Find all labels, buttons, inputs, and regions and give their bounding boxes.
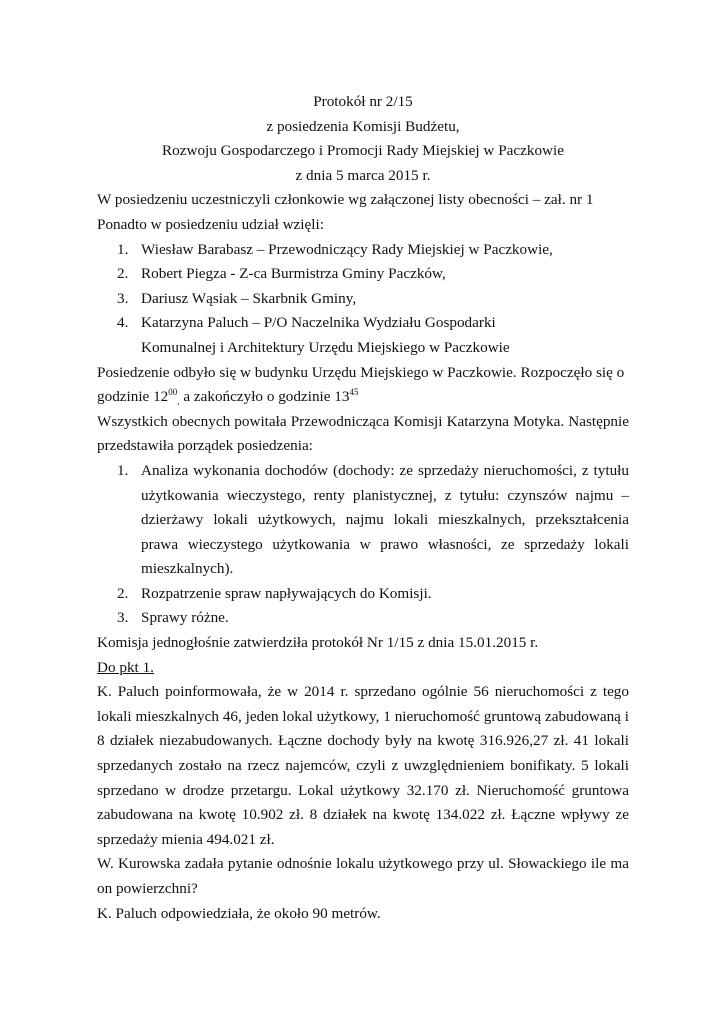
protocol-subtitle-council: Rozwoju Gospodarczego i Promocji Rady Miejskiej w Paczkowie xyxy=(162,142,564,160)
list-number: 1. xyxy=(117,461,129,479)
end-time-minutes: 45 xyxy=(349,387,359,398)
end-time-text: a zakończyło o godzinie 13 xyxy=(179,388,350,406)
list-number: 2. xyxy=(117,265,129,283)
time-line xyxy=(97,385,629,410)
answer-paragraph: K. Paluch odpowiedziała, że około 90 metrów. xyxy=(97,904,381,922)
guests-intro: Ponadto w posiedzeniu udział wzięli: xyxy=(97,215,324,233)
guest-text: Wiesław Barabasz – Przewodniczący Rady Miejskiej w Paczkowie, xyxy=(141,240,553,258)
agenda-text: Analiza wykonania dochodów (dochody: ze sprzedaży nieruchomości, z tytułu użytkowania wieczystego, renty planistycznej, z tytułu: czynszów najmu – dzierżawy lokali użytkowych, najmu lokali mieszkalnych, przekształcenia prawa wieczystego użytkowania w prawo własności, ze sprzedaży lokali mieszkalnych). xyxy=(141,461,629,578)
location-line: Posiedzenie odbyło się w budynku Urzędu Miejskiego w Paczkowie. Rozpoczęło się o xyxy=(97,363,625,381)
protocol-date: z dnia 5 marca 2015 r. xyxy=(295,166,431,184)
agenda-list xyxy=(97,459,629,631)
protocol-subtitle-commission: z posiedzenia Komisji Budżetu, xyxy=(266,117,460,135)
start-time-minutes: 00 xyxy=(168,387,178,398)
list-number: 3. xyxy=(117,609,129,627)
greeting-paragraph: Wszystkich obecnych powitała Przewodnicząca Komisji Katarzyna Motyka. Następnie przedstawiła porządek posiedzenia: xyxy=(97,412,629,455)
document-page xyxy=(97,90,629,926)
list-number: 1. xyxy=(117,240,129,258)
guest-text: Robert Piegza - Z-ca Burmistrza Gminy Paczków, xyxy=(141,265,446,283)
list-item xyxy=(97,606,629,631)
start-time-text: godzinie 12 xyxy=(97,388,169,406)
list-item xyxy=(97,287,629,312)
agenda-text: Sprawy różne. xyxy=(141,609,229,627)
sales-paragraph: K. Paluch poinformowała, że w 2014 r. sprzedano ogólnie 56 nieruchomości z tego lokali mieszkalnych 46, jeden lokal użytkowy, 1 nieruchomość gruntową zabudowaną i 8 działek niezabudowanych. Łączne dochody były na kwotę 316.926,27 zł. 41 lokali sprzedanych zostało na rzecz najemców, czyli z uwzględnieniem bonifikaty. 5 lokali sprzedano w drodze przetargu. Lokal użytkowy 32.170 zł. Nieruchomość gruntowa zabudowana na kwotę 10.902 zł. 8 działek na kwotę 134.022 zł. Łączne wpływy ze sprzedaży mienia 494.021 zł. xyxy=(97,683,629,848)
list-item xyxy=(97,582,629,607)
list-item xyxy=(97,262,629,287)
list-item xyxy=(97,311,571,360)
section-heading: Do pkt 1. xyxy=(97,658,154,676)
protocol-title: Protokół nr 2/15 xyxy=(313,93,413,110)
list-item xyxy=(97,459,629,582)
agenda-text: Rozpatrzenie spraw napływających do Komisji. xyxy=(141,584,432,602)
guest-text: Dariusz Wąsiak – Skarbnik Gminy, xyxy=(141,289,357,307)
guest-list xyxy=(97,238,629,361)
approval-note: Komisja jednogłośnie zatwierdziła protokół Nr 1/15 z dnia 15.01.2015 r. xyxy=(97,634,539,652)
list-number: 3. xyxy=(117,289,129,307)
list-number: 4. xyxy=(117,314,129,332)
question-paragraph: W. Kurowska zadała pytanie odnośnie lokalu użytkowego przy ul. Słowackiego ile ma on powierzchni? xyxy=(97,855,629,897)
list-item xyxy=(97,238,629,263)
attendance-note: W posiedzeniu uczestniczyli członkowie wg załączonej listy obecności – zał. nr 1 xyxy=(97,191,594,209)
start-time-comma: , xyxy=(177,396,180,407)
guest-text: Katarzyna Paluch – P/O Naczelnika Wydziału Gospodarki Komunalnej i Architektury Urzędu Miejskiego w Paczkowie xyxy=(141,314,510,356)
list-number: 2. xyxy=(117,584,129,602)
